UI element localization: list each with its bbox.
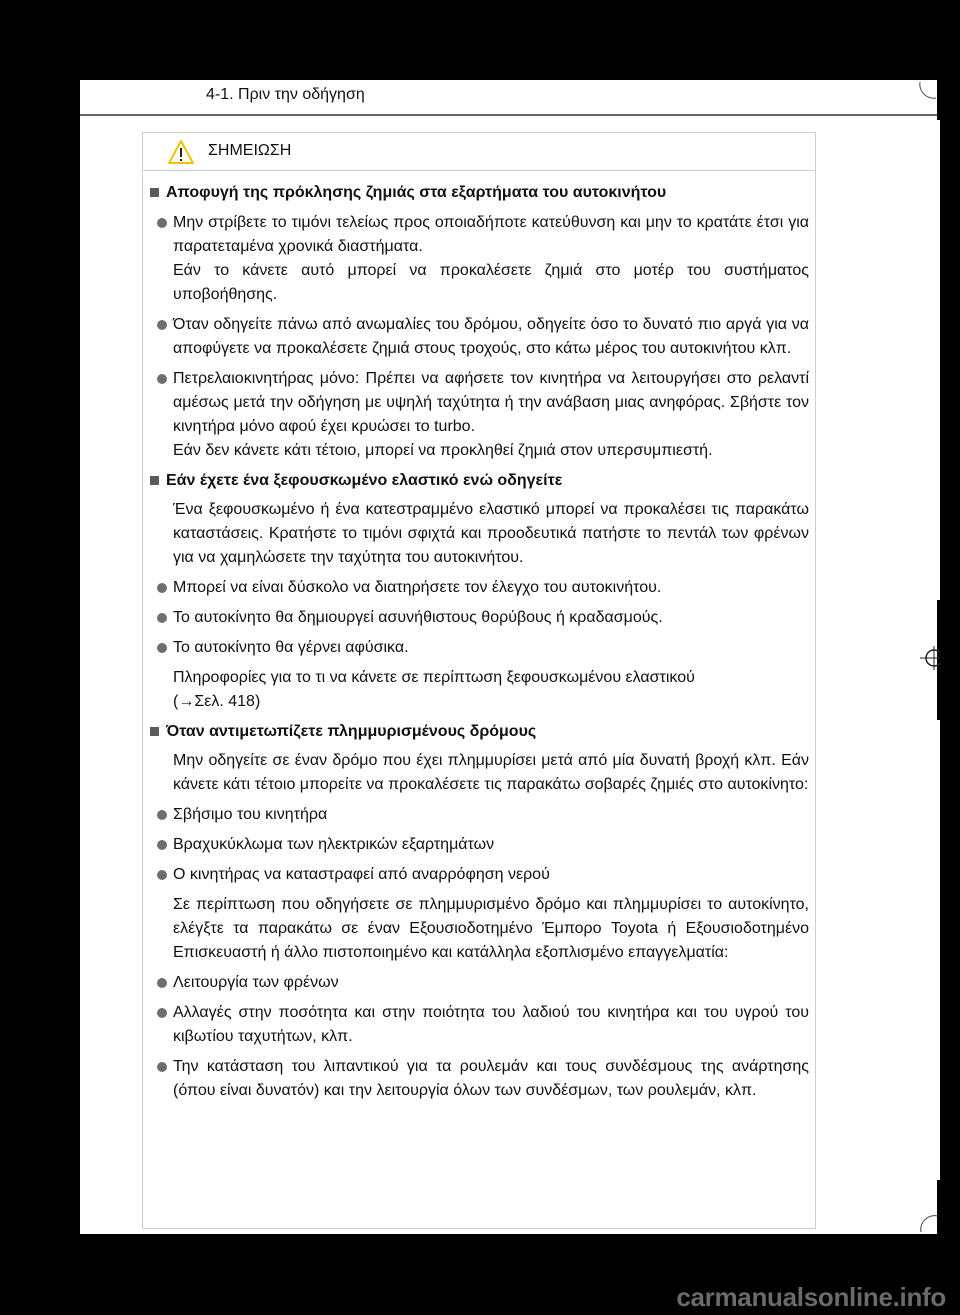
list-item: Όταν οδηγείτε πάνω από ανωμαλίες του δρόμου, οδηγείτε όσο το δυνατό πιο αργά για να αποφύγετε να προκαλέσετε ζημιά στους τροχούς, στο κάτω μέρος του αυτοκινήτου κλπ. [148,313,809,361]
square-bullet-icon [150,476,159,485]
list-item: Μην στρίβετε το τιμόνι τελείως προς οποιαδήποτε κατεύθυνση και μην το κρατάτε έτσι για παρατεταμένα χρονικά διαστήματα. Εάν το κάνετε αυτό μπορεί να προκαλέσετε ζημιά στο μοτέρ του συστήματος υποβοήθησης. [148,211,809,307]
paragraph: Ένα ξεφουσκωμένο ή ένα κατεστραμμένο ελαστικό μπορεί να προκαλέσει τις παρακάτω καταστάσεις. Κρατήστε το τιμόνι σφιχτά και προοδευτικά πατήστε το πεντάλ των φρένων για να χαμηλώσετε την ταχύτητα του αυτοκινήτου. [173,501,809,566]
square-bullet-icon [150,188,159,197]
list-item: Αλλαγές στην ποσότητα και στην ποιότητα του λαδιού του κινητήρα και του υγρού του κιβωτίου ταχυτήτων, κλπ. [148,1001,809,1049]
round-bullet-icon [157,613,167,623]
list-item: Μπορεί να είναι δύσκολο να διατηρήσετε τον έλεγχο του αυτοκινήτου. [148,576,809,600]
round-bullet-icon [157,810,167,820]
section-heading: Εάν έχετε ένα ξεφουσκωμένο ελαστικό ενώ οδηγείτε [143,469,815,493]
list-item: Λειτουργία των φρένων [148,971,809,995]
watermark: carmanualsonline.info [676,1282,946,1312]
round-bullet-icon [157,1062,167,1072]
header-rule [80,114,940,116]
list-item: Ο κινητήρας να καταστραφεί από αναρρόφηση νερού [148,863,809,887]
round-bullet-icon [157,218,167,228]
list-item: Το αυτοκίνητο θα γέρνει αφύσικα. [148,636,809,660]
note-box [142,132,816,1229]
paragraph: Σε περίπτωση που οδηγήσετε σε πλημμυρισμένο δρόμο και πλημμυρίσει το αυτοκίνητο, ελέγξτε τα παρακάτω σε έναν Εξουσιοδοτημένο Έμπορο Toyota ή Εξουσιοδοτημένο Επισκευαστή ή άλλο πιστοποιημένο και κατάλληλα εξοπλισμένο επαγγελματία: [173,896,809,961]
paragraph: Μην οδηγείτε σε έναν δρόμο που έχει πλημμυρίσει μετά από μία δυνατή βροχή κλπ. Εάν κάνετε κάτι τέτοιο μπορείτε να προκαλέσετε τις παρακάτω σοβαρές ζημιές στο αυτοκίνητο: [173,752,809,793]
round-bullet-icon [157,643,167,653]
list-item: Βραχυκύκλωμα των ηλεκτρικών εξαρτημάτων [148,833,809,857]
note-header [143,133,815,171]
round-bullet-icon [157,374,167,384]
section-header: 4-1. Πριν την οδήγηση [206,86,365,103]
section-heading: Όταν αντιμετωπίζετε πλημμυρισμένους δρόμους [143,720,815,744]
round-bullet-icon [157,583,167,593]
round-bullet-icon [157,1008,167,1018]
registration-mark-icon [918,1210,940,1234]
list-item: Πετρελαιοκινητήρας μόνο: Πρέπει να αφήσετε τον κινητήρα να λειτουργήσει στο ρελαντί αμέσως μετά την οδήγηση με υψηλή ταχύτητα ή την ανάβαση μιας ανηφόρας. Σβήστε τον κινητήρα μόνο αφού έχει κρυώσει το turbo. Εάν δεν κάνετε κάτι τέτοιο, μπορεί να προκληθεί ζημιά στον υπερσυμπιεστή. [148,367,809,463]
list-item: Το αυτοκίνητο θα δημιουργεί ασυνήθιστους θορύβους ή κραδασμούς. [148,606,809,630]
round-bullet-icon [157,978,167,988]
warning-triangle-icon [167,139,195,165]
paragraph: Πληροφορίες για το τι να κάνετε σε περίπτωση ξεφουσκωμένου ελαστικού (→Σελ. 418) [148,666,809,714]
round-bullet-icon [157,870,167,880]
section-heading: Αποφυγή της πρόκλησης ζημιάς στα εξαρτήματα του αυτοκινήτου [143,181,815,205]
list-item: Σβήσιμο του κινητήρα [148,803,809,827]
registration-mark-icon [920,644,940,672]
registration-mark-icon [916,80,940,104]
square-bullet-icon [150,727,159,736]
round-bullet-icon [157,840,167,850]
round-bullet-icon [157,320,167,330]
manual-page [80,80,940,1234]
page-reference: (→Σελ. 418) [173,693,261,710]
list-item: Την κατάσταση του λιπαντικού για τα ρουλεμάν και τους συνδέσμους της ανάρτησης (όπου είναι δυνατόν) και την λειτουργία όλων των συνδέσμων, των ρουλεμάν, κλπ. [148,1055,809,1103]
note-body [143,177,815,1103]
note-title: ΣΗΜΕΙΩΣΗ [208,142,292,159]
